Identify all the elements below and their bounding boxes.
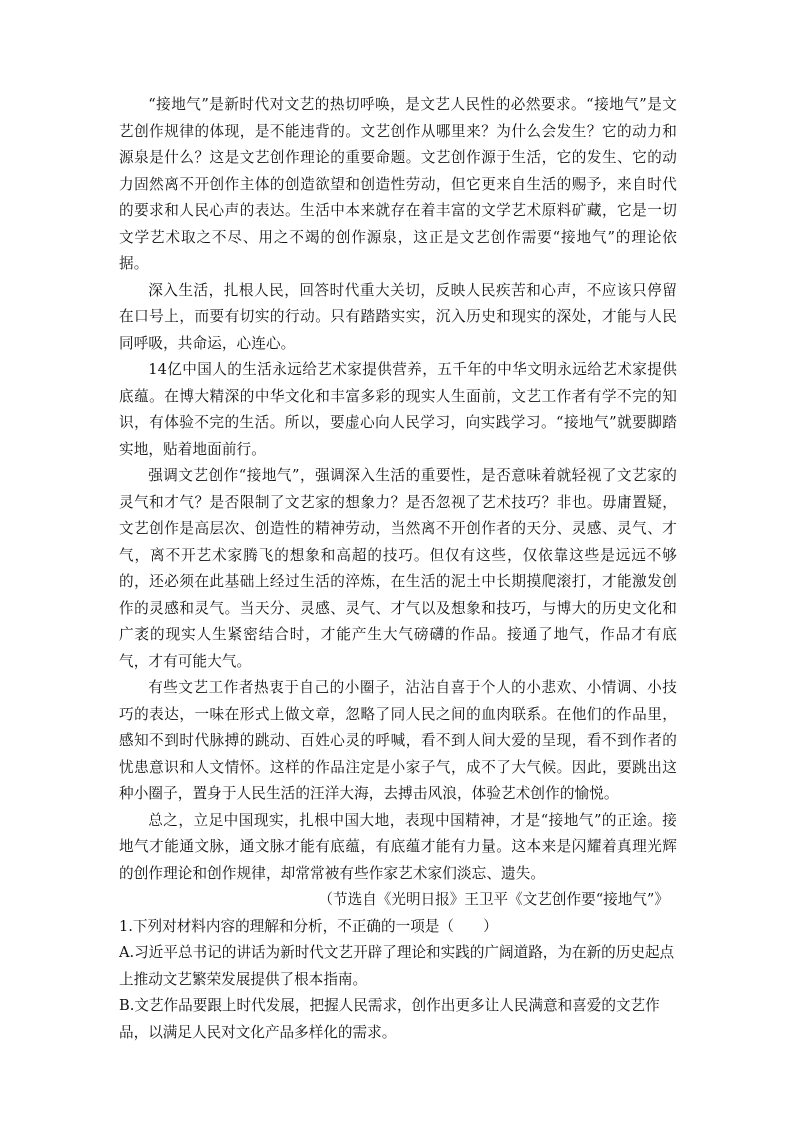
- option-b: B.文艺作品要跟上时代发展，把握人民需求，创作出更多让人民满意和喜爱的文艺作品，以满足人民对文化产品多样化的需求。: [119, 997, 660, 1041]
- document-body: [119, 92, 677, 1046]
- paragraph-3: 14亿中国人的生活永远给艺术家提供营养，五千年的中华文明永远给艺术家提供底蕴。在博大精深的中华文化和丰富多彩的现实人生面前，文艺工作者有学不完的知识，有体验不完的生活。所以，要虚心向人民学习，向实践学习。“接地气”就要脚踏实地，贴着地面前行。: [119, 361, 677, 458]
- paragraph-6: 总之，立足中国现实，扎根中国大地，表现中国精神，才是“接地气”的正途。接地气才能通文脉，通文脉才能有底蕴，有底蕴才能有力量。这本来是闪耀着真理光辉的创作理论和创作规律，却常常被有些作家艺术家们淡忘、遗失。: [119, 811, 677, 882]
- question-1: 1.下列对材料内容的理解和分析，不正确的一项是（ ）: [119, 917, 498, 935]
- paragraph-5: 有些文艺工作者热衷于自己的小圈子，沾沾自喜于个人的小悲欢、小情调、小技巧的表达，一味在形式上做文章，忽略了同人民之间的血肉联系。在他们的作品里，感知不到时代脉搏的跳动、百姓心灵的呼喊，看不到人间大爱的呈现，看不到作者的忧患意识和人文情怀。这样的作品注定是小家子气，成不了大气候。因此，要跳出这种小圈子，置身于人民生活的汪洋大海，去搏击风浪，体验艺术创作的愉悦。: [119, 679, 677, 802]
- paragraph-2: 深入生活，扎根人民，回答时代重大关切，反映人民疾苦和心声，不应该只停留在口号上，而要有切实的行动。只有踏踏实实，沉入历史和现实的深处，才能与人民同呼吸，共命运，心连心。: [119, 281, 677, 352]
- option-a: A.习近平总书记的讲话为新时代文艺开辟了理论和实践的广阔道路，为在新的历史起点上推动文艺繁荣发展提供了根本指南。: [119, 944, 675, 988]
- source-citation: （节选自《光明日报》王卫平《文艺创作要“接地气”》: [318, 891, 669, 908]
- paragraph-4: 强调文艺创作“接地气”，强调深入生活的重要性，是否意味着就轻视了文艺家的灵气和才气？是否限制了文艺家的想象力？是否忽视了艺术技巧？非也。毋庸置疑，文艺创作是高层次、创造性的精神劳动，当然离不开创作者的天分、灵感、灵气、才气，离不开艺术家腾飞的想象和高超的技巧。但仅有这些，仅依靠这些是远远不够的，还必须在此基础上经过生活的淬炼，在生活的泥土中长期摸爬滚打，才能激发创作的灵感和灵气。当天分、灵感、灵气、才气以及想象和技巧，与博大的历史文化和广袤的现实人生紧密结合时，才能产生大气磅礴的作品。接通了地气，作品才有底气，才有可能大气。: [119, 467, 677, 670]
- paragraph-1: “接地气”是新时代对文艺的热切呼唤，是文艺人民性的必然要求。“接地气”是文艺创作规律的体现，是不能违背的。文艺创作从哪里来？为什么会发生？它的动力和源泉是什么？这是文艺创作理论的重要命题。文艺创作源于生活，它的发生、它的动力固然离不开创作主体的创造欲望和创造性劳动，但它更来自生活的赐予，来自时代的要求和人民心声的表达。生活中本来就存在着丰富的文学艺术原料矿藏，它是一切文学艺术取之不尽、用之不竭的创作源泉，这正是文艺创作需要“接地气”的理论依据。: [119, 96, 677, 272]
